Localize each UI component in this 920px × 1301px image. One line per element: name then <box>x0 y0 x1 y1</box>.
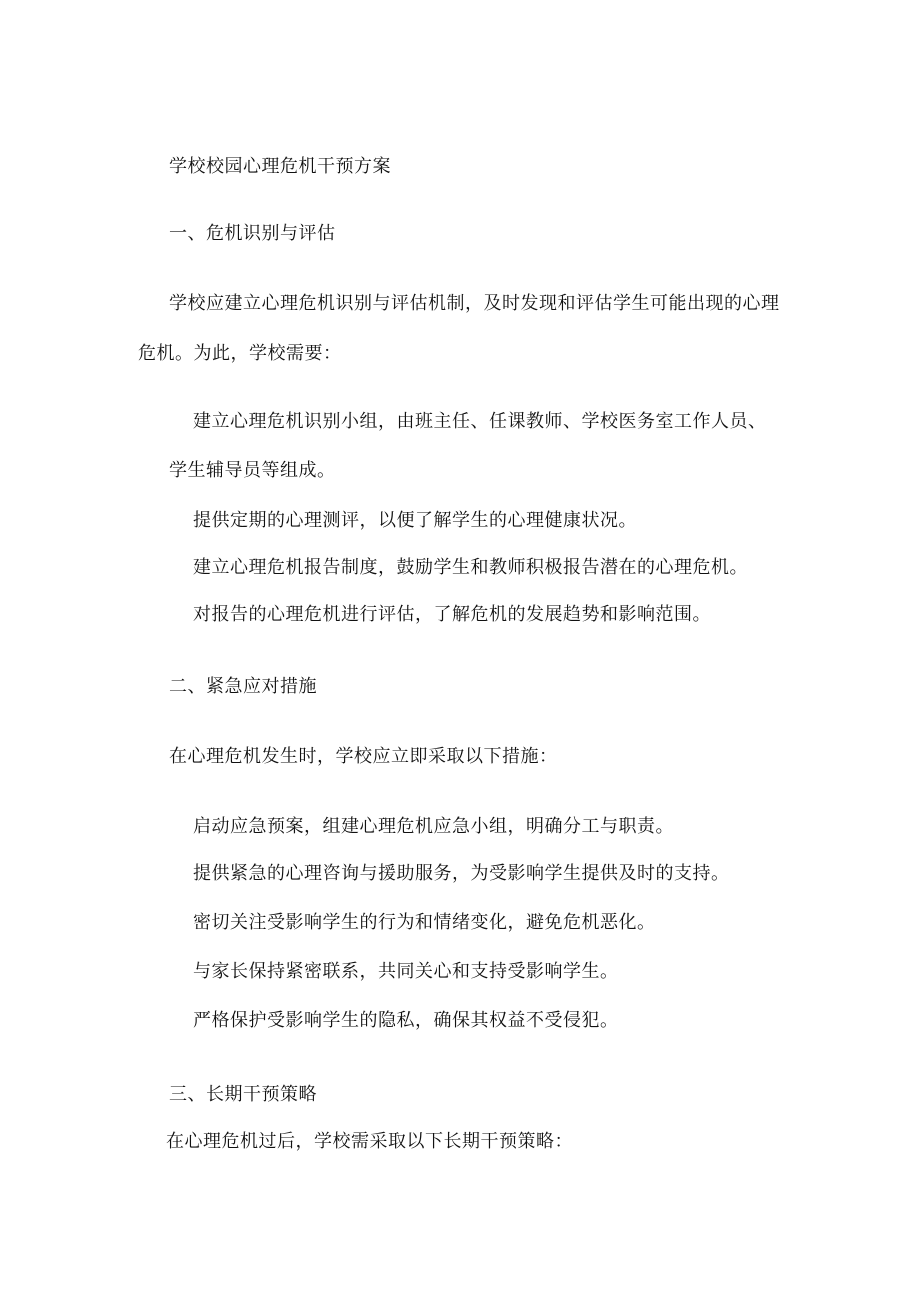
section-2-intro: 在心理危机发生时，学校应立即采取以下措施： <box>169 746 558 767</box>
section-1-item-3: 建立心理危机报告制度，鼓励学生和教师积极报告潜在的心理危机。 <box>193 557 748 578</box>
section-2-heading: 二、紧急应对措施 <box>169 676 317 697</box>
section-1-item-2: 提供定期的心理测评，以便了解学生的心理健康状况。 <box>193 510 637 531</box>
section-2-item-3: 密切关注受影响学生的行为和情绪变化，避免危机恶化。 <box>193 912 656 933</box>
section-3-heading: 三、长期干预策略 <box>169 1084 317 1105</box>
section-1-item-1-line-2: 学生辅导员等组成。 <box>169 460 336 481</box>
section-1-intro-line-1: 学校应建立心理危机识别与评估机制，及时发现和评估学生可能出现的心理 <box>169 293 780 314</box>
section-1-item-1-line-1: 建立心理危机识别小组，由班主任、任课教师、学校医务室工作人员、 <box>193 411 767 432</box>
section-3-intro: 在心理危机过后，学校需采取以下长期干预策略： <box>166 1131 573 1152</box>
page-title: 学校校园心理危机干预方案 <box>169 156 391 177</box>
section-2-item-2: 提供紧急的心理咨询与援助服务，为受影响学生提供及时的支持。 <box>193 863 730 884</box>
section-2-item-5: 严格保护受影响学生的隐私，确保其权益不受侵犯。 <box>193 1010 619 1031</box>
section-1-intro-line-2: 危机。为此，学校需要： <box>138 343 342 364</box>
section-1-heading: 一、危机识别与评估 <box>169 223 336 244</box>
section-1-item-4: 对报告的心理危机进行评估，了解危机的发展趋势和影响范围。 <box>193 604 711 625</box>
section-2-item-4: 与家长保持紧密联系，共同关心和支持受影响学生。 <box>193 961 619 982</box>
section-2-item-1: 启动应急预案，组建心理危机应急小组，明确分工与职责。 <box>193 816 674 837</box>
